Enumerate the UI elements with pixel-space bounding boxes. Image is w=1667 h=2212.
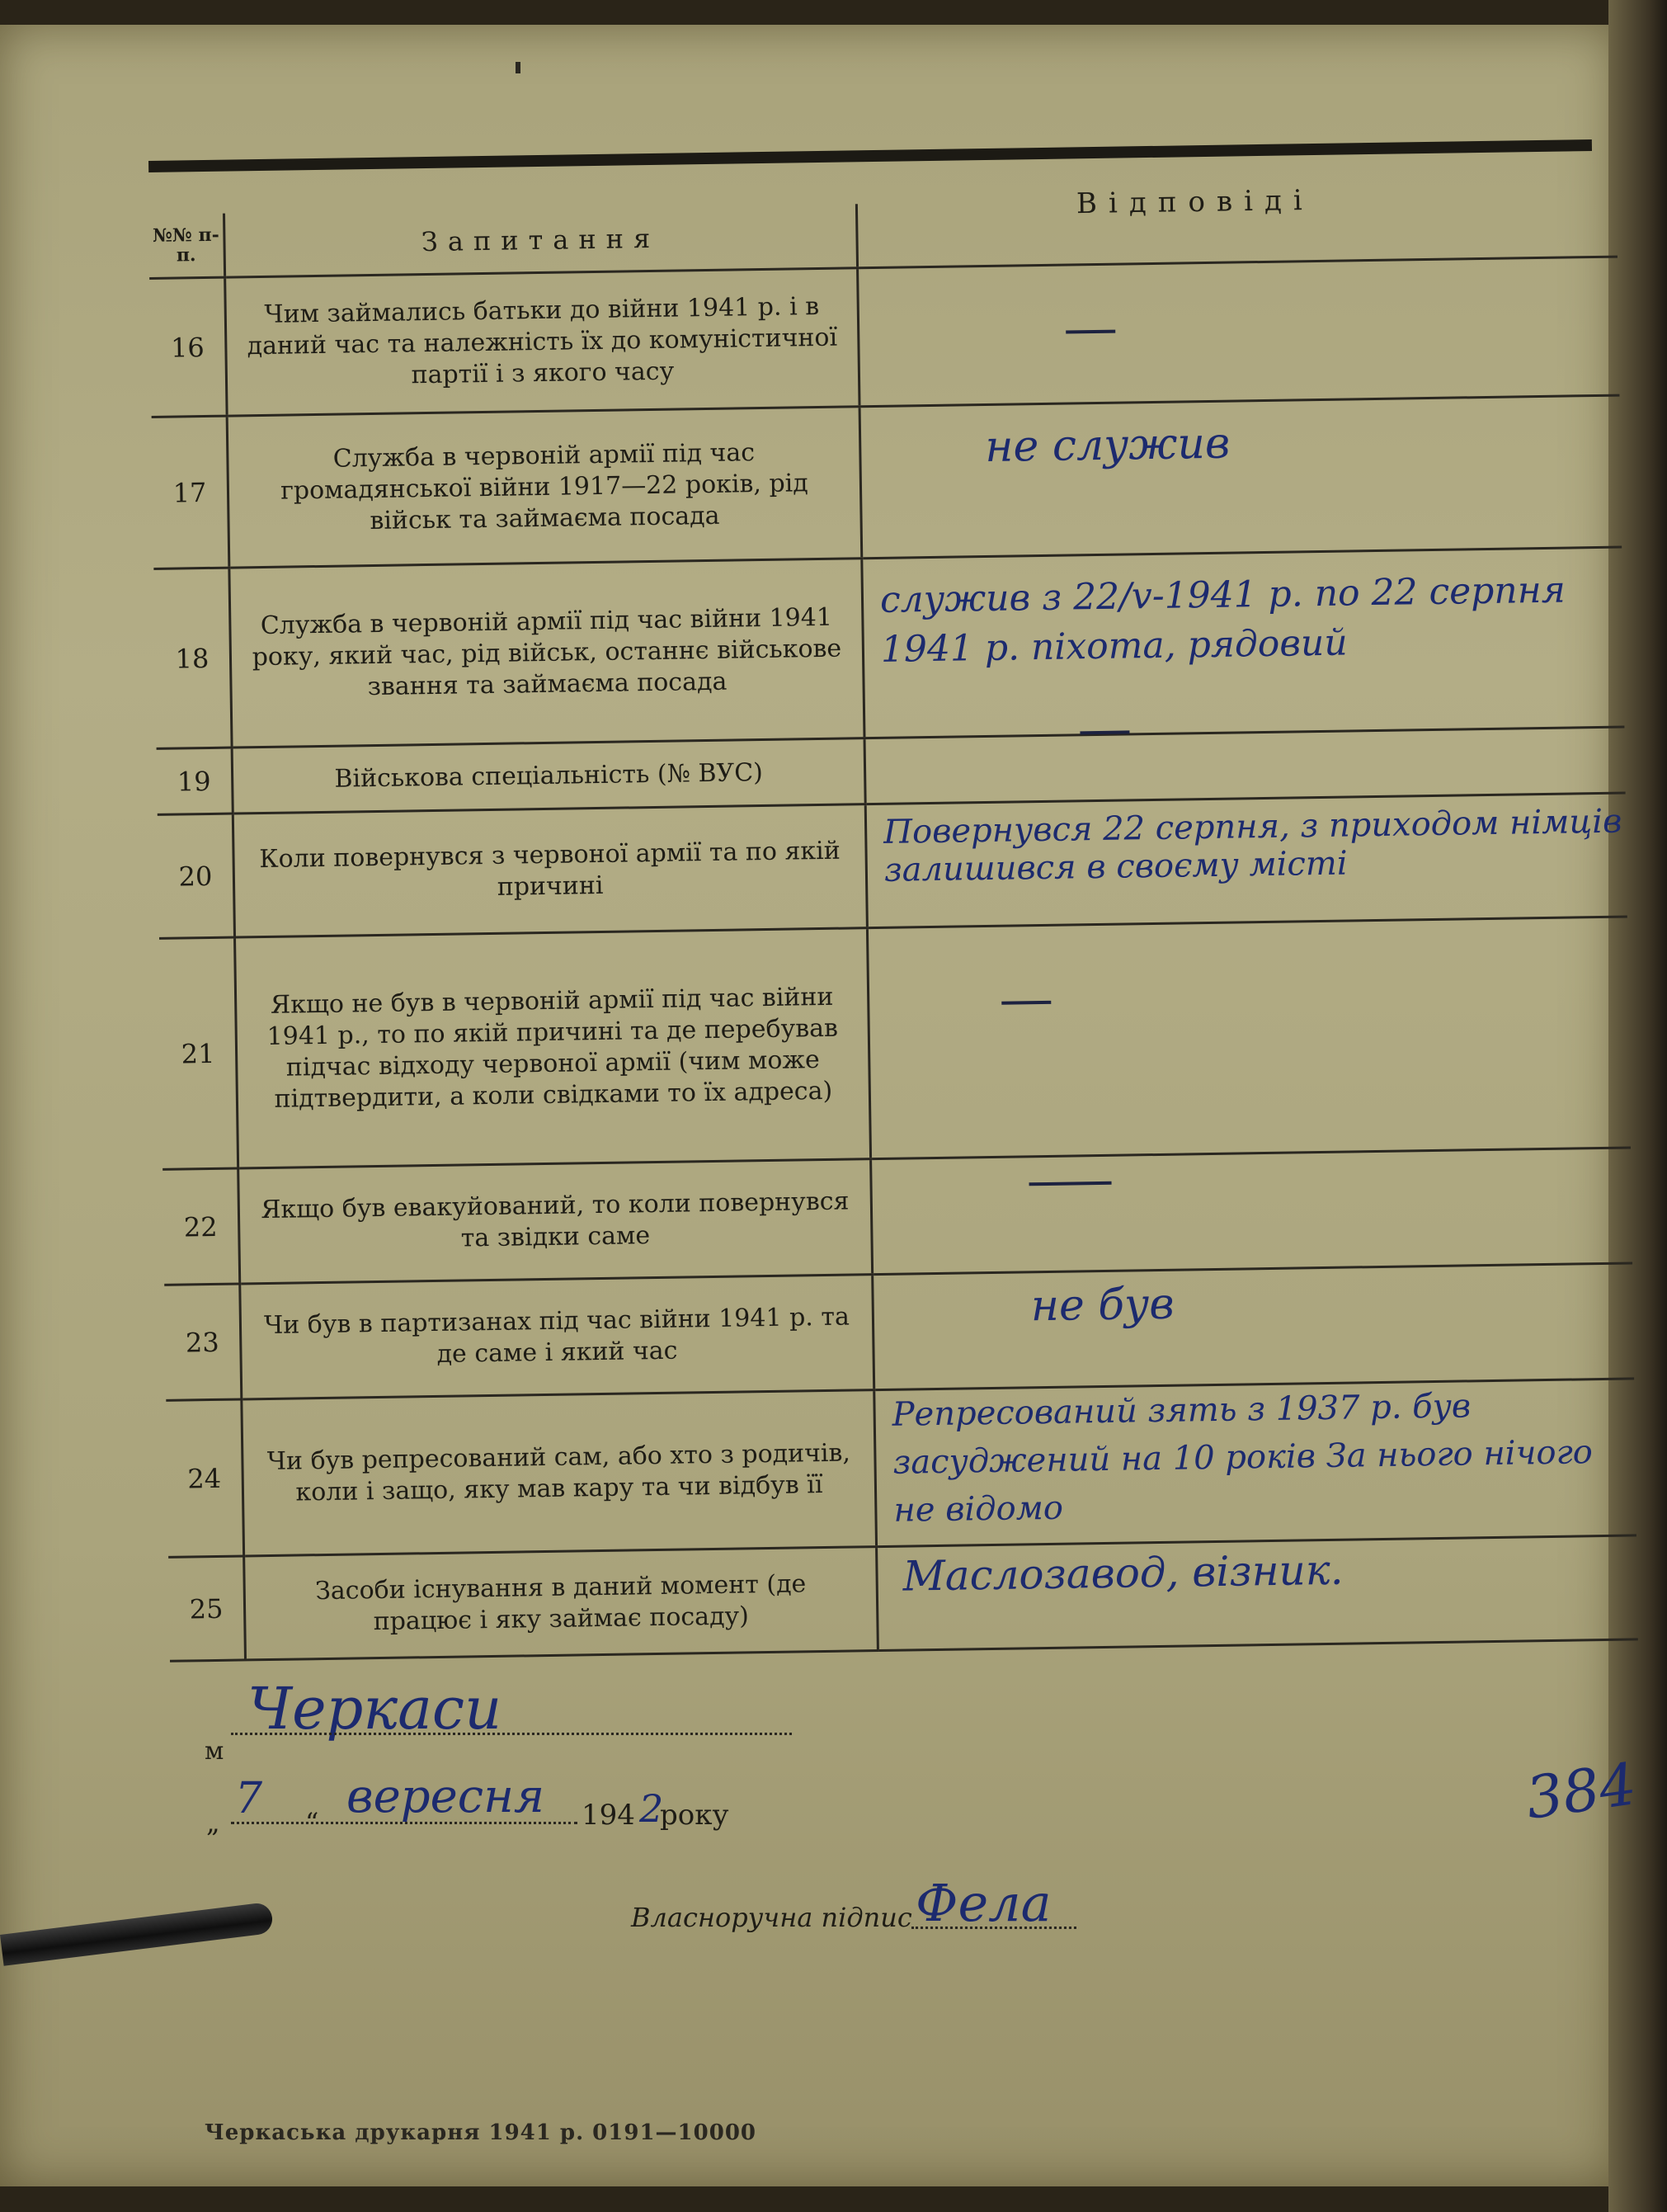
num-header: №№ п-п.: [148, 214, 225, 279]
question-text: Якщо не був в червоній армії під час війни 1941 р., то по якій причині та де перебував підчас відходу червоної армії (чим може підтвердити, а коли свідками то їх адреса): [235, 928, 871, 1168]
table-row: [162, 1148, 1632, 1285]
city-line: [231, 1733, 792, 1735]
handwritten-answer: не був: [1030, 1279, 1175, 1332]
dash-mark: [1001, 1001, 1051, 1005]
table-row: [164, 1263, 1634, 1400]
year-printed: 194: [582, 1799, 635, 1832]
row-number: 23: [164, 1284, 242, 1400]
question-text: Військова спеціальність (№ ВУС): [232, 738, 865, 814]
question-text: Якщо був евакуйований, то коли повернувся та звідки саме: [238, 1159, 873, 1284]
row-number: 24: [166, 1399, 243, 1557]
answer-cell: [864, 727, 1626, 804]
table-row: [168, 1535, 1638, 1661]
question-text: Засоби існування в даний момент (де працює і яку займає посаду): [244, 1547, 878, 1660]
city-prefix: м: [205, 1737, 224, 1766]
questionnaire-table: [148, 193, 1638, 1675]
question-text: Чим займались батьки до війни 1941 р. і в даний час та належність їх до комуністичної партії і з якого часу: [225, 268, 859, 416]
signature: Фела: [916, 1873, 1052, 1933]
date-month: вересня: [346, 1770, 545, 1823]
handwritten-answer: не служив: [984, 418, 1231, 472]
date-quote-close: “: [305, 1807, 319, 1838]
row-number: 19: [157, 748, 233, 814]
answer-cell: [862, 547, 1625, 738]
answer-cell: [867, 917, 1631, 1159]
question-text: Чи був в партизанах під час війни 1941 р. та де саме і який час: [240, 1275, 874, 1399]
row-number: 20: [158, 814, 235, 938]
answer-cell: [874, 1379, 1636, 1547]
row-number: 17: [152, 416, 229, 568]
dash-mark: [1080, 730, 1129, 734]
printer-footer: Черкаська друкарня 1941 р. 0191—10000: [205, 2120, 756, 2145]
table-row: [153, 547, 1624, 748]
answer-cell: [873, 1263, 1634, 1390]
answer-header: [856, 193, 1618, 268]
row-number: 16: [149, 277, 227, 417]
answer-cell: [858, 257, 1620, 407]
date-line: [231, 1822, 577, 1824]
table-row: [149, 257, 1619, 417]
row-number: 25: [168, 1556, 245, 1661]
answer-cell: [877, 1535, 1638, 1651]
row-number: 21: [159, 937, 238, 1169]
question-text: Служба в червоній армії під час війни 1941 року, який час, рід військ, останнє військове звання та займаєма посада: [229, 559, 864, 748]
question-text: Коли повернувся з червоної армії та по якій причині: [233, 804, 867, 937]
answer-cell: [871, 1148, 1632, 1275]
question-text: Служба в червоній армії під час громадянської війни 1917—22 років, рід військ та займаєма посада: [227, 407, 862, 568]
answer-cell: [859, 395, 1622, 559]
corner-mark: 384: [1521, 1750, 1641, 1832]
handwritten-answer: Репресований зять з 1937 р. був засуджений на 10 років За нього нічого не відомо: [892, 1387, 1594, 1530]
row-number: 18: [153, 568, 232, 748]
date-day: 7: [235, 1774, 263, 1823]
year-suffix: року: [660, 1799, 729, 1832]
row-number: 22: [162, 1168, 240, 1285]
table-row: [166, 1379, 1636, 1557]
question-header: Запитання: [224, 204, 857, 277]
question-text: Чи був репресований сам, або хто з родичів, коли і защо, яку мав кару та чи відбув її: [242, 1390, 877, 1556]
city-handwritten: Черкаси: [247, 1675, 502, 1743]
table-row: [158, 793, 1627, 938]
table-row: [152, 395, 1622, 568]
answers-heading: Відповіді: [1076, 183, 1315, 221]
signature-label: Власноручна підпис: [631, 1902, 912, 1933]
date-quote-open: „: [206, 1807, 220, 1838]
table-row: [159, 917, 1631, 1169]
dash-mark: [1029, 1181, 1112, 1186]
handwritten-answer: служив з 22/v-1941 р. по 22 серпня 1941 р. піхота, рядовий: [879, 568, 1566, 671]
answer-cell: [865, 793, 1627, 928]
handwritten-answer: Повернувся 22 серпня, з приходом німців залишився в своєму місті: [883, 802, 1622, 889]
handwritten-answer: Маслозавод, візник.: [902, 1545, 1344, 1601]
year-handwritten: 2: [639, 1786, 664, 1831]
dash-mark: [1066, 330, 1115, 334]
ink-mark: [516, 62, 520, 73]
